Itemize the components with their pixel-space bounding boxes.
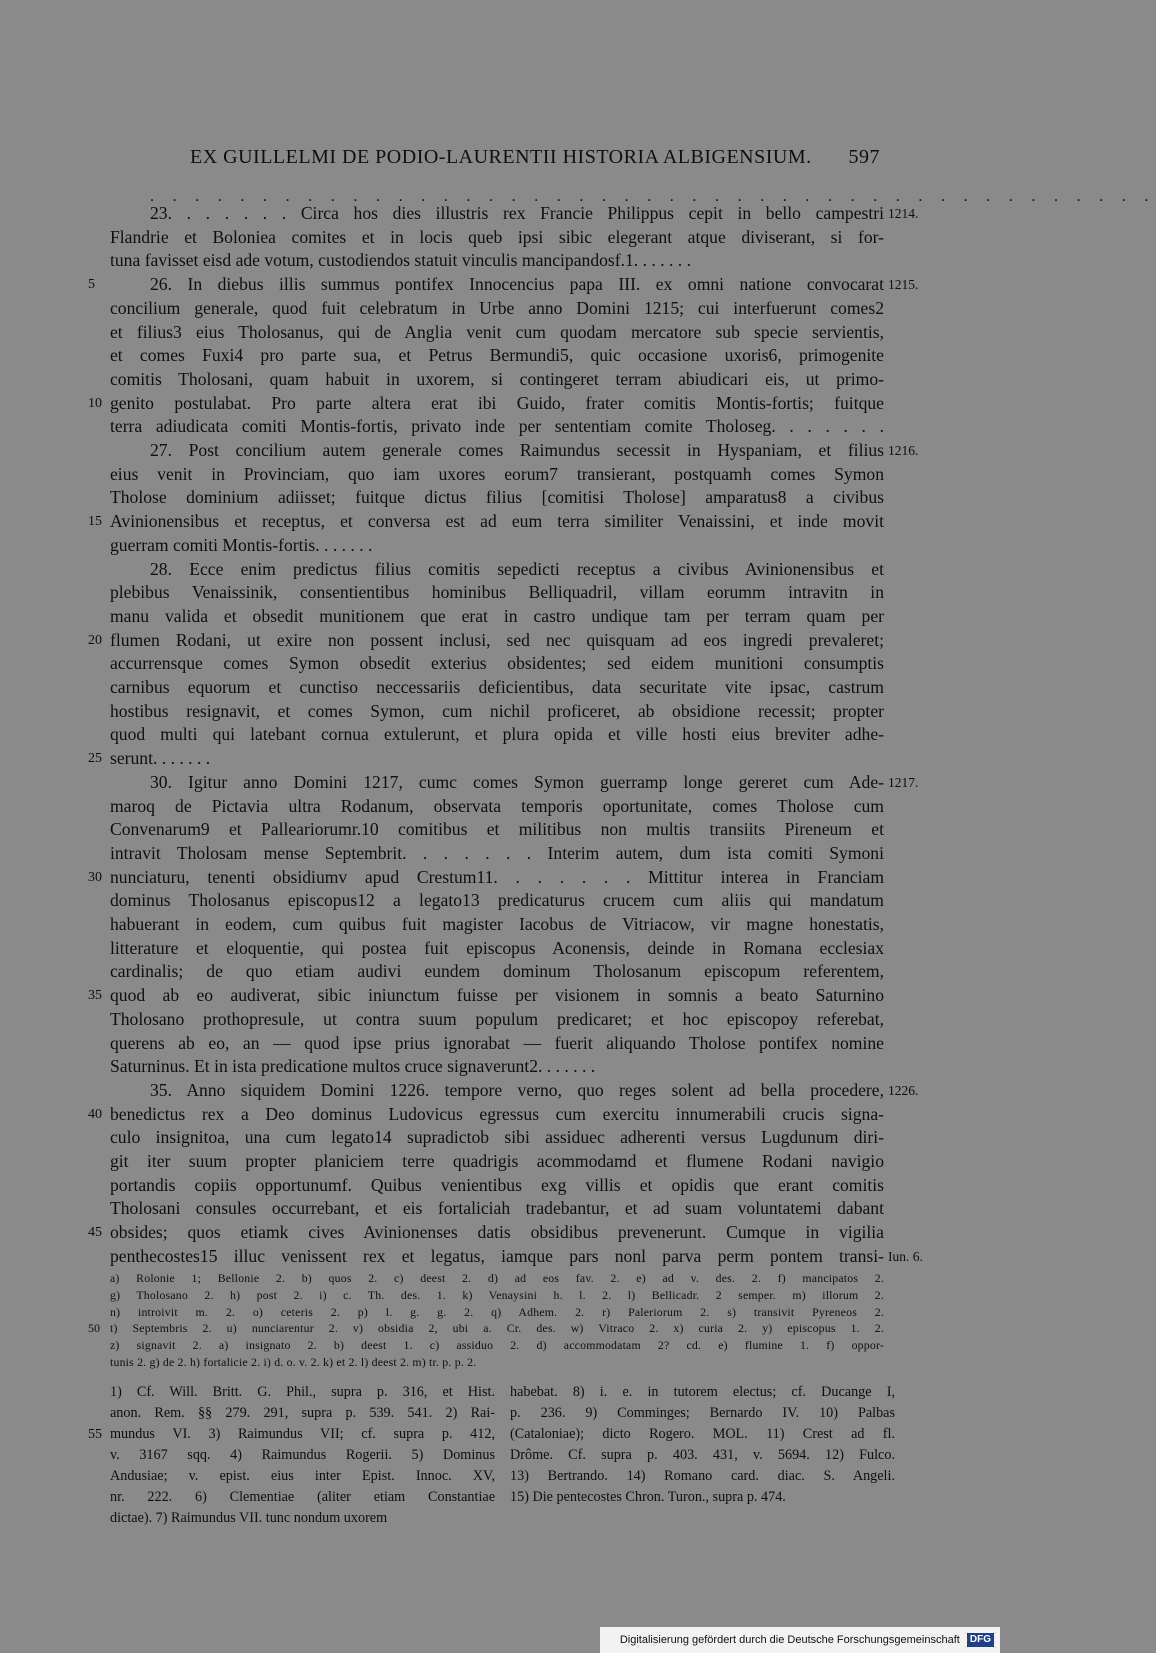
text-line: et comes Fuxi4 pro parte sua, et Petrus Bermundi5, quic occasione uxoris6, primogenite <box>110 345 884 366</box>
text-line: Flandrie et Boloniea comites et in locis queb ipsi sibic elegerant atque diviserant, si for- <box>110 226 884 247</box>
text-line: concilium generale, quod fuit celebratum in Urbe anno Domini 1215; cui interfuerunt comes2 <box>110 297 884 318</box>
text-line: genito postulabat. Pro parte altera erat ibi Guido, frater comitis Montis-fortis; fuitque <box>110 392 884 413</box>
text-line: Saturninus. Et in ista predicatione multos cruce signaverunt2. . . . . . . <box>110 1056 596 1077</box>
line-number: 10 <box>88 395 102 411</box>
text-line: quod ab eo audiverat, sibic iniunctum fuisse per visionem in somnis a beato Saturnino <box>110 985 884 1006</box>
variant-line: a) Rolonie 1; Bellonie 2. b) quos 2. c) deest 2. d) ad eos fav. 2. e) ad v. des. 2. f) mancipatos 2. <box>110 1271 884 1285</box>
variant-line: tunis 2. g) de 2. h) fortalicie 2. i) d. o. v. 2. k) et 2. l) deest 2. m) tr. p. p. 2. <box>110 1355 477 1369</box>
margin-date: 1216. <box>888 443 919 458</box>
text-line: git iter suum propter planiciem terre quadrigis acommodamd et flumene Rodani navigio <box>110 1151 884 1171</box>
line-number: 40 <box>88 1106 102 1122</box>
text-line: guerram comiti Montis-fortis. . . . . . . <box>110 534 373 555</box>
text-line: intravit Tholosam mense Septembrit. . . . . . . Interim autem, dum ista comiti Symoni <box>110 842 884 863</box>
text-line: culo insignitoa, una cum legato14 supradictob sibi assiduec adherenti versus Lugdunum diri- <box>110 1127 884 1148</box>
text-line: terra adiudicata comiti Montis-fortis, privato inde per sententiam comite Tholoseg. . . . . . . <box>110 416 884 437</box>
line-number: 30 <box>88 869 102 885</box>
margin-date: 1215. <box>888 277 919 293</box>
text-line: Convenarum9 et Palleariorumr.10 comitibus et militibus non multis transiits Pireneum et <box>110 819 884 840</box>
text-line: quod multi qui latebant cornua extulerunt, et plura opida et ville hosti eius breviter adhe- <box>110 724 884 745</box>
text-line: 27. Post concilium autem generale comes Raimundus secessit in Hyspaniam, et filius <box>150 440 884 460</box>
text-line: nunciaturu, tenenti obsidiumv apud Crestum11. . . . . . . Mittitur interea in Franciam <box>110 866 884 887</box>
footnote-line: mundus VI. 3) Raimundus VII; cf. supra p. 412, <box>110 1426 495 1442</box>
text-line: et filius3 eius Tholosanus, qui de Anglia venit cum quodam mercatore sub specie servientis, <box>110 321 884 342</box>
running-title: EX GUILLELMI DE PODIO-LAURENTII HISTORIA ALBIGENSIUM. <box>190 146 812 168</box>
footnote-line: (Cataloniae); dicto Rogero. MOL. 11) Crest ad fl. <box>510 1426 895 1442</box>
text-line: tuna favisset eisd ade votum, custodiendos statuit vinculis mancipandosf.1. . . . . . . <box>110 250 691 271</box>
line-number: 50 <box>88 1321 100 1336</box>
text-line: 28. Ecce enim predictus filius comitis sepedicti receptus a civibus Avinionensibus et <box>150 558 884 579</box>
footnote-line: Andusiae; v. epist. eius inter Epist. Innoc. XV, <box>110 1468 495 1484</box>
text-line: querens ab eo, an — quod ipse prius ignorabat — fuerit aliquando Tholose pontifex nomine <box>110 1032 884 1053</box>
dfg-logo: DFG <box>967 1633 994 1647</box>
margin-date: 1214. <box>888 206 919 221</box>
variant-line: n) introivit m. 2. o) ceteris 2. p) l. g. g. 2. q) Adhem. 2. r) Paleriorum 2. s) transivit Pyreneos 2. <box>110 1304 884 1319</box>
text-line: hostibus resignavit, et comes Symon, cum nichil proficeret, ab obsidione recessit; propter <box>110 700 884 721</box>
text-line: penthecostes15 illuc venissent rex et legatus, iamque pars nonl parva perm pontem transi- <box>110 1245 884 1266</box>
margin-date: Iun. 6. <box>888 1248 923 1264</box>
footnote-line: v. 3167 sqq. 4) Raimundus Rogerii. 5) Dominus <box>110 1447 495 1463</box>
text-line: Tholosano prothopresule, ut contra suum populum predicaret; et hoc episcopoy referebat, <box>110 1008 884 1029</box>
footnote-line: 13) Bertrando. 14) Romano card. diac. S. Angeli. <box>510 1468 895 1484</box>
text-line: serunt. . . . . . . <box>110 748 211 769</box>
page-number: 597 <box>848 146 880 168</box>
text-line: eius venit in Provinciam, quo iam uxores eorum7 transierant, postquamh comes Symon <box>110 463 884 484</box>
text-line: portandis copiis opportunumf. Quibus venientibus exg villis et opidis que erant comitis <box>110 1174 884 1195</box>
footnote-line: dictae). 7) Raimundus VII. tunc nondum uxorem <box>110 1510 388 1526</box>
line-number: 20 <box>88 632 102 648</box>
text-line: accurrensque comes Symon obsedit exterius obsidentes; sed eidem munitioni consumptis <box>110 653 884 674</box>
variant-line: z) signavit 2. a) insignato 2. b) deest 1. c) assiduo 2. d) accommodatam 2? cd. e) flumine 1. f) oppor- <box>110 1338 884 1353</box>
line-number: 5 <box>88 277 95 293</box>
footnote-line: 1) Cf. Will. Britt. G. Phil., supra p. 316, et Hist. <box>110 1384 495 1400</box>
text-line: carnibus equorum et cunctiso neccessariis deficientibus, data securitate vite ipsac, castrum <box>110 677 884 697</box>
text-line: 26. In diebus illis summus pontifex Innocencius papa III. ex omni natione convocarat <box>150 274 884 295</box>
line-number: 45 <box>88 1225 102 1241</box>
text-line: obsides; quos etiamk cives Avinionenses datis obsidibus prevenerunt. Cumque in vigilia <box>110 1222 884 1243</box>
line-number: 25 <box>88 751 102 767</box>
text-line: 35. Anno siquidem Domini 1226. tempore verno, quo reges solent ad bella procedere, <box>150 1079 884 1100</box>
variant-line: g) Tholosano 2. h) post 2. i) c. Th. des. 1. k) Venaysini h. l. 2. l) Bellicadr. 2 semper. m) illorum 2. <box>110 1287 884 1302</box>
text-line: flumen Rodani, ut exire non possent inclusi, sed nec quisquam ad eos ingredi prevaleret; <box>110 629 884 650</box>
line-number: 55 <box>88 1427 102 1442</box>
margin-date: 1226. <box>888 1082 919 1098</box>
text-line: dominus Tholosanus episcopus12 a legato13 predicaturus crucem cum aliis qui mandatum <box>110 890 884 911</box>
text-line: habuerant in eodem, cum quibus fuit magister Iacobus de Vitriacow, vir magne honestatis, <box>110 914 884 934</box>
footnote-line: anon. Rem. §§ 279. 291, supra p. 539. 541. 2) Rai- <box>110 1405 495 1421</box>
text-line: 23. . . . . . . Circa hos dies illustris rex Francie Philippus cepit in bello campestri <box>150 203 884 223</box>
line-number: 35 <box>88 988 102 1004</box>
text-line: comitis Tholosani, quam habuit in uxorem, si contingeret terram abiudicari eis, ut primo- <box>110 368 884 389</box>
footnote-column <box>110 1382 495 1529</box>
text-line: plebibus Venaissinik, consentientibus hominibus Belliquadril, villam eorumm intravitn in <box>110 582 884 603</box>
running-header <box>190 146 880 169</box>
ellipsis-row: . . . . . . . . . . . . . . . . . . . . . . . . . . . . . . . . . . . . . . . . . . . . . <box>150 188 1156 205</box>
line-number: 15 <box>88 514 102 530</box>
text-line: manu valida et obsedit munitionem que erat in castro undique tam per terram quam per <box>110 605 884 626</box>
text-line: cardinalis; de quo etiam audivi eundem dominum Tholosanum episcopum referentem, <box>110 961 884 982</box>
footnote-line: nr. 222. 6) Clementiae (aliter etiam Constantiae <box>110 1489 495 1505</box>
dfg-credit-bar <box>600 1627 1000 1653</box>
footnote-column <box>510 1382 895 1508</box>
text-line: 30. Igitur anno Domini 1217, cumc comes Symon guerramp longe gereret cum Ade- <box>150 771 884 792</box>
margin-date: 1217. <box>888 774 919 790</box>
variant-line: t) Septembris 2. u) nunciarentur 2. v) obsidia 2, ubi a. Cr. des. w) Vitraco 2. x) curia 2. y) episcopus 1. 2. <box>110 1321 884 1336</box>
footnote-line: p. 236. 9) Comminges; Bernardo IV. 10) Palbas <box>510 1405 895 1421</box>
footnote-line: 15) Die pentecostes Chron. Turon., supra p. 474. <box>510 1489 786 1505</box>
dfg-credit-text: Digitalisierung gefördert durch die Deutsche Forschungsgemeinschaft <box>619 1634 960 1646</box>
text-line: litterature et eloquentie, qui postea fuit episcopus Aconensis, deinde in Romana ecclesiax <box>110 937 884 958</box>
text-line: Tholose dominium adiisset; fuitque dictus filius [comitisi Tholose] amparatus8 a civibus <box>110 487 884 508</box>
text-line: Tholosani consules occurrebant, et eis fortaliciah tradebantur, et ad suam voluntatemi dabant <box>110 1198 884 1219</box>
footnote-line: habebat. 8) i. e. in tutorem electus; cf. Ducange I, <box>510 1384 895 1400</box>
text-line: benedictus rex a Deo dominus Ludovicus egressus cum exercitu innumerabili crucis signa- <box>110 1103 884 1124</box>
text-line: Avinionensibus et receptus, et conversa est ad eum terra similiter Venaissini, et inde movit <box>110 511 884 532</box>
footnote-line: Drôme. Cf. supra p. 403. 431, v. 5694. 12) Fulco. <box>510 1447 895 1463</box>
text-line: maroq de Pictavia ultra Rodanum, observata temporis oportunitate, comes Tholose cum <box>110 795 884 816</box>
